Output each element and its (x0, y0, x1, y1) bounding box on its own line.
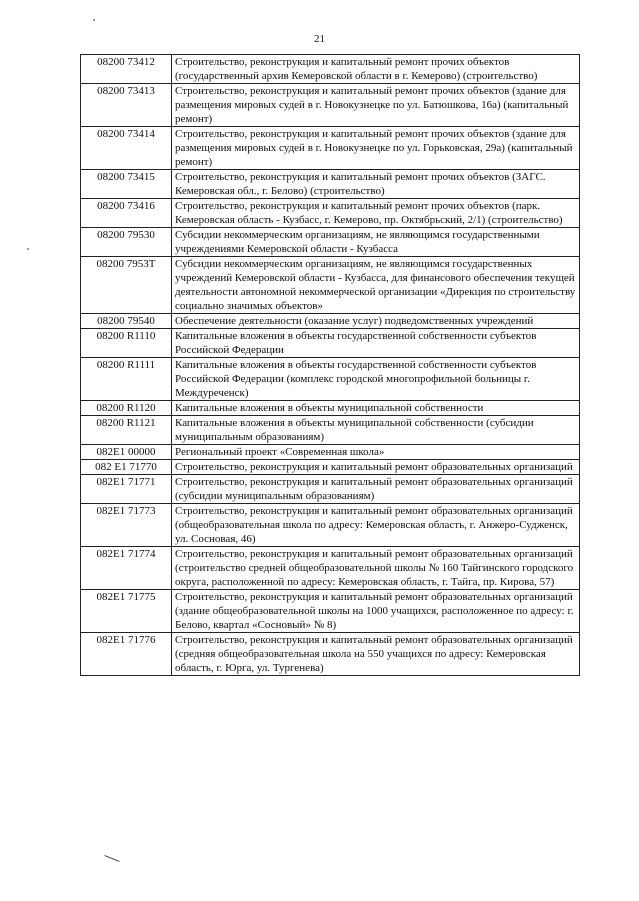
row-description: Строительство, реконструкция и капитальный ремонт прочих объектов (здание для размещения мировых судей в г. Новокузнецке по ул. Горьковская, 29а) (капитальный ремонт) (172, 127, 580, 170)
page-number: 21 (314, 33, 325, 45)
row-description: Строительство, реконструкция и капитальный ремонт прочих объектов (парк. Кемеровская область - Кузбасс, г. Кемерово, пр. Октябрьский, 2/1) (строительство) (172, 199, 580, 228)
table-row (81, 257, 580, 314)
row-code: 08200 73412 (81, 55, 172, 84)
row-code: 08200 79540 (81, 314, 172, 329)
row-code: 08200 R1110 (81, 329, 172, 358)
table-row (81, 445, 580, 460)
row-code: 08200 79530 (81, 228, 172, 257)
table-row (81, 475, 580, 504)
table-row (81, 199, 580, 228)
scan-stroke (104, 855, 119, 862)
scan-speck (27, 248, 29, 250)
table-row (81, 55, 580, 84)
row-code: 082E1 71774 (81, 547, 172, 590)
row-code: 08200 R1111 (81, 358, 172, 401)
row-description: Строительство, реконструкция и капитальный ремонт образовательных организаций (средняя общеобразовательная школа на 550 учащихся по адресу: Кемеровская область, г. Юрга, ул. Тургенева) (172, 633, 580, 676)
table-row (81, 358, 580, 401)
row-code: 082E1 71771 (81, 475, 172, 504)
row-description: Строительство, реконструкция и капитальный ремонт образовательных организаций (субсидии муниципальным образованиям) (172, 475, 580, 504)
row-description: Строительство, реконструкция и капитальный ремонт прочих объектов (здание для размещения мировых судей в г. Новокузнецке по ул. Батюшкова, 16а) (капитальный ремонт) (172, 84, 580, 127)
row-code: 08200 73414 (81, 127, 172, 170)
scan-speck (93, 19, 95, 21)
row-code: 08200 73413 (81, 84, 172, 127)
row-description: Региональный проект «Современная школа» (172, 445, 580, 460)
table-row (81, 504, 580, 547)
row-code: 082 E1 71770 (81, 460, 172, 475)
table-row (81, 127, 580, 170)
row-description: Капитальные вложения в объекты муниципальной собственности (172, 401, 580, 416)
row-description: Обеспечение деятельности (оказание услуг) подведомственных учреждений (172, 314, 580, 329)
row-code: 08200 73416 (81, 199, 172, 228)
row-description: Строительство, реконструкция и капитальный ремонт прочих объектов (государственный архив Кемеровской области в г. Кемерово) (строительство) (172, 55, 580, 84)
row-code: 082E1 71776 (81, 633, 172, 676)
row-description: Капитальные вложения в объекты государственной собственности субъектов Российской Федерации (комплекс городской многопрофильной больницы г. Междуреченск) (172, 358, 580, 401)
table-row (81, 329, 580, 358)
row-code: 08200 R1120 (81, 401, 172, 416)
table-body (81, 55, 580, 676)
row-description: Строительство, реконструкция и капитальный ремонт образовательных организаций (строительство средней общеобразовательной школы № 160 Тайгинского городского округа, расположенной по адресу: Кемеровская область, г. Тайга, пр. Кирова, 57) (172, 547, 580, 590)
row-description: Строительство, реконструкция и капитальный ремонт образовательных организаций (общеобразовательная школа по адресу: Кемеровская область, г. Анжеро-Судженск, ул. Сосновая, 46) (172, 504, 580, 547)
table-row (81, 84, 580, 127)
table-row (81, 547, 580, 590)
row-description: Субсидии некоммерческим организациям, не являющимся государственных учреждений Кемеровской области - Кузбасса, для финансового обеспечения текущей деятельности автономной некоммерческой организации «Дирекция по строительству социально значимых объектов» (172, 257, 580, 314)
table-row (81, 460, 580, 475)
table-row (81, 590, 580, 633)
row-code: 082E1 71773 (81, 504, 172, 547)
row-code: 082E1 71775 (81, 590, 172, 633)
table-row (81, 228, 580, 257)
table-row (81, 416, 580, 445)
row-code: 08200 7953Т (81, 257, 172, 314)
table-row (81, 633, 580, 676)
table-row (81, 170, 580, 199)
row-description: Капитальные вложения в объекты государственной собственности субъектов Российской Федерации (172, 329, 580, 358)
row-description: Строительство, реконструкция и капитальный ремонт образовательных организаций (здание общеобразовательной школы на 1000 учащихся, расположенное по адресу: г. Белово, квартал «Сосновый» № 8) (172, 590, 580, 633)
row-code: 08200 R1121 (81, 416, 172, 445)
table-row (81, 401, 580, 416)
budget-code-table (80, 54, 580, 676)
row-description: Капитальные вложения в объекты муниципальной собственности (субсидии муниципальным образованиям) (172, 416, 580, 445)
row-description: Строительство, реконструкция и капитальный ремонт прочих объектов (ЗАГС. Кемеровская обл., г. Белово) (строительство) (172, 170, 580, 199)
row-code: 08200 73415 (81, 170, 172, 199)
row-code: 082E1 00000 (81, 445, 172, 460)
table-row (81, 314, 580, 329)
row-description: Строительство, реконструкция и капитальный ремонт образовательных организаций (172, 460, 580, 475)
row-description: Субсидии некоммерческим организациям, не являющимся государственными учреждениями Кемеровской области - Кузбасса (172, 228, 580, 257)
